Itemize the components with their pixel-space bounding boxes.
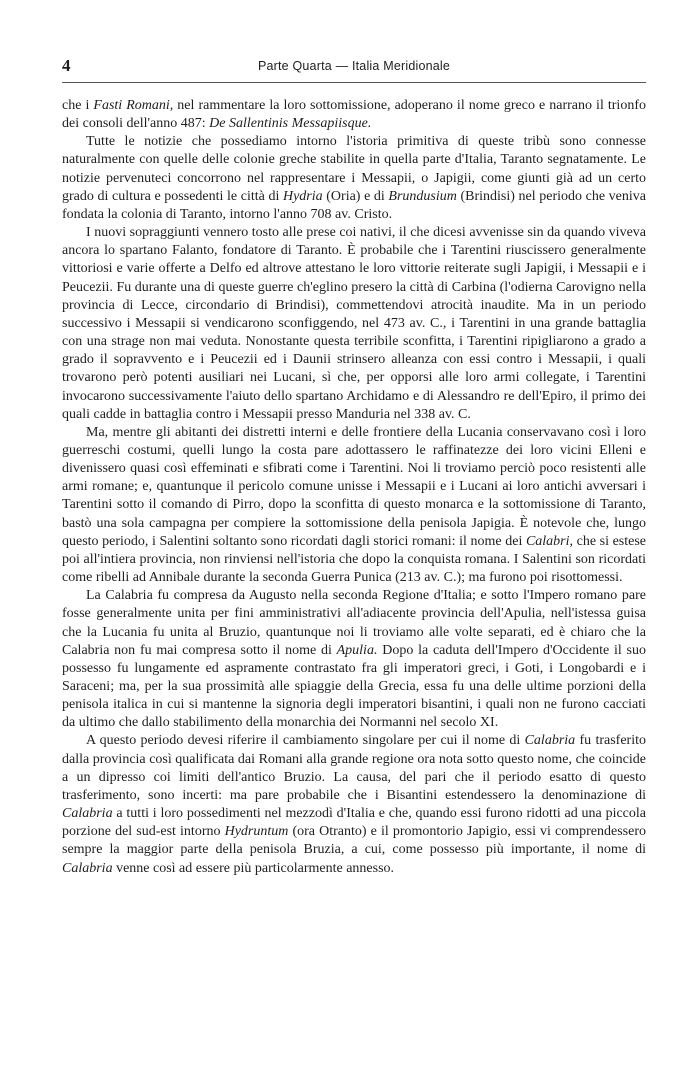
paragraph: La Calabria fu compresa da Augusto nella seconda Regione d'Italia; e sotto l'Impero romano pare fosse generalmente unita per fini amministrativi all'adiacente provincia dell'Apulia, nell'istessa guisa che la Lucania fu unita al Bruzio, quantunque noi li troviamo alle volte separati, ed è chiaro che la Calabria non fu mai compresa sotto il nome di Apulia. Dopo la caduta dell'Impero d'Occidente il suo possesso fu lungamente ed aspramente contrastato fra gli imperatori greci, i Goti, i Longobardi e i Saraceni; ma, per la sua prossimità alle spiaggie della Grecia, essa fu una delle ultime porzioni della penisola italica in cui si mantenne la signoria degli imperatori bisantini, i quali non ne furono cacciati da ultimo che dallo stabilimento della monarchia dei Normanni nel secolo XI. [62,588,646,731]
paragraph: A questo periodo devesi riferire il cambiamento singolare per cui il nome di Calabria fu trasferito dalla provincia così qualificata dai Romani alla grande regione ora nota sotto questo nome, che coincide a un dipresso coi limiti dell'antico Bruzio. La causa, del pari che il periodo esatto di questo trasferimento, sono incerti: ma pare probabile che i Bisantini estendessero la denominazione di Calabria a tutti i loro possedimenti nel mezzodì d'Italia e che, quando essi furono ridotti ad una piccola porzione del sud-est intorno Hydruntum (ora Otranto) e il promontorio Japigio, essi vi comprendessero sempre la maggior parte della penisola Bruzia, a cui, come possesso più importante, il nome di Calabria venne così ad essere più particolarmente annesso. [62,733,647,876]
page-header [62,52,646,83]
running-title: Parte Quarta — Italia Meridionale [257,59,451,73]
paragraph: I nuovi sopraggiunti vennero tosto alle prese coi nativi, il che dicesi avvenisse sin da quando viveva ancora lo spartano Falanto, fondatore di Taranto. È probabile che i Tarentini riuscissero generalmente vittoriosi e varie offerte a Delfo ed altrove attestano le loro vittorie reiterate sugli Japigii, i Messapii e i Peucezii. Fu durante una di queste guerre ch'eglino presero la città di Carbina (l'odierna Carovigno nella provincia di Lecce, circondario di Brindisi), commettendovi atrocità inaudite. Ma in un periodo successivo i Messapii si vendicarono sconfiggendo, nel 473 av. C., i Tarentini in una grande battaglia con una strage non mai veduta. Nonostante questa terribile sconfitta, i Tarentini ripigliarono a grado a grado il sopravvento e i Peucezii ed i Daunii strinsero alleanza con essi contro i Messapii, i quali trovarono però potenti ausiliari nei Lucani, sì che, per opporsi alle loro armi collegate, i Tarentini invocarono successivamente l'aiuto dello spartano Archidamo e di Alessandro re dell'Epiro, il primo dei quali cadde in battaglia contro i Messapii presso Manduria nel 338 av. C. [62,225,646,422]
paragraph: che i Fasti Romani, nel rammentare la loro sottomissione, adoperano il nome greco e narrano il trionfo dei consoli dell'anno 487: De Sallentinis Messapiisque. [62,98,646,132]
paragraph: Ma, mentre gli abitanti dei distretti interni e delle frontiere della Lucania conservavano così i loro guerreschi costumi, quelli lungo la costa pare adottassero le raffinatezze dei loro vicini Elleni e divenissero quasi così effeminati e sfibrati come i Tarentini. Noi li troviamo perciò poco resistenti alle armi romane; e, quantunque il pericolo comune unisse i Messapii e i Lucani ai loro antichi avversari i Tarentini sotto il comando di Pirro, dopo la sconfitta di questo monarca e la sottomissione di Taranto, bastò una sola campagna per compiere la sottomissione della penisola Japigia. È notevole che, lungo questo periodo, i Salentini soltanto sono ricordati dagli storici romani: il nome dei Calabri, che si estese poi all'intiera provincia, non rinviensi nell'istoria che dopo la conquista romana. I Salentini son ricordati come ribelli ad Annibale durante la seconda Guerra Punica (213 av. C.); ma furono poi risottomessi. [62,424,646,586]
paragraph: Tutte le notizie che possediamo intorno l'istoria primitiva di queste tribù sono connesse naturalmente con quelle delle colonie greche stabilite in quella parte d'Italia, Taranto segnatamente. Le notizie pervenuteci concorrono nel rappresentare i Messapii, o Japigii, come giunti già ad un certo grado di cultura e possedenti le città di Hydria (Oria) e di Brundusium (Brindisi) nel periodo che veniva fondata la colonia di Taranto, intorno l'anno 708 av. Cristo. [62,134,646,222]
body-text [62,97,646,878]
page-number: 4 [62,56,71,75]
book-page [62,52,646,878]
